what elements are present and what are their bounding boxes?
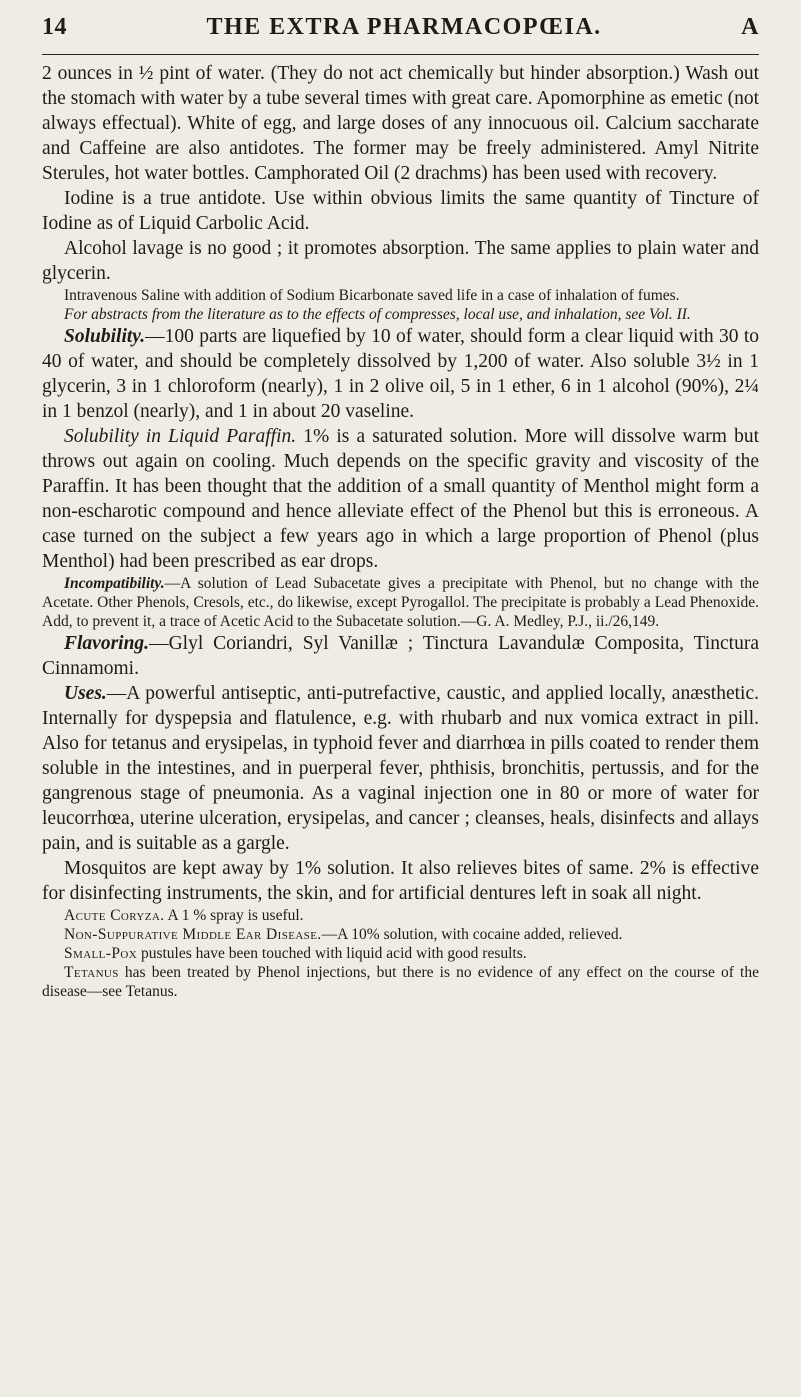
section-letter: A	[741, 14, 759, 40]
paragraph-11	[42, 906, 759, 925]
paragraph-text: Iodine is a true antidote. Use within obvious limits the same quantity of Tincture of Iodine as of Liquid Carbolic Acid.	[42, 188, 759, 234]
paragraph-5	[42, 324, 759, 424]
paragraph-7	[42, 574, 759, 631]
paragraph-text: —100 parts are liquefied by 10 of water, should form a clear liquid with 30 to 40 of water, and should be completely dissolved by 1,200 of water. Also soluble 3½ in 1 glycerin, 3 in 1 chloroform (nearly), 1 in 2 olive oil, 5 in 1 ether, 6 in 1 alcohol (90%), 2¼ in 1 benzol (nearly), and 1 in about 20 vaseline.	[42, 326, 759, 422]
header-rule	[42, 54, 759, 55]
paragraph-2	[42, 236, 759, 286]
paragraph-8	[42, 631, 759, 681]
paragraph-1	[42, 186, 759, 236]
paragraph-heading: Acute Coryza.	[64, 907, 165, 924]
page-body	[42, 61, 759, 1001]
paragraph-text: pustules have been touched with liquid acid with good results.	[137, 945, 527, 962]
paragraph-12	[42, 925, 759, 944]
paragraph-4	[42, 305, 759, 324]
paragraph-text: —A powerful antiseptic, anti-putrefactive, caustic, and applied locally, anæsthetic. Internally for dyspepsia and flatulence, e.g. with rhubarb and nux vomica extract in pill. Also for tetanus and erysipelas, in typhoid fever and diarrhœa in pills coated to render them soluble in the intestines, and in puerperal fever, phthisis, bronchitis, pertussis, and for the gangrenous stage of pneumonia. As a vaginal injection one in 80 or more of water for leucorrhœa, uterine ulceration, erysipelas, and cancer ; cleanses, heals, disinfects and allays pain, and is suitable as a gargle.	[42, 683, 759, 854]
paragraph-text: —A 10% solution, with cocaine added, relieved.	[321, 926, 623, 943]
paragraph-text: A 1 % spray is useful.	[164, 907, 304, 924]
paragraph-9	[42, 681, 759, 856]
paragraph-heading: Non-Suppurative Middle Ear Disease.	[64, 926, 322, 943]
paragraph-text: —Glyl Coriandri, Syl Vanillæ ; Tinctura Lavandulæ Composita, Tinctura Cinnamomi.	[42, 633, 759, 679]
paragraph-heading: Tetanus	[64, 964, 119, 981]
page-number: 14	[42, 14, 67, 40]
paragraph-0	[42, 61, 759, 186]
paragraph-heading: Small-Pox	[64, 945, 138, 962]
paragraph-text: has been treated by Phenol injections, but there is no evidence of any effect on the course of the disease—see Tetanus.	[42, 964, 759, 1000]
paragraph-text: Intravenous Saline with addition of Sodium Bicarbonate saved life in a case of inhalation of fumes.	[64, 287, 680, 304]
paragraph-heading: Uses.	[64, 683, 107, 704]
paragraph-text: For abstracts from the literature as to the effects of compresses, local use, and inhalation, see Vol. II.	[64, 306, 691, 323]
paragraph-text: —A solution of Lead Subacetate gives a precipitate with Phenol, but no change with the Acetate. Other Phenols, Cresols, etc., do likewise, except Pyrogallol. The precipitate is probably a Lead Phenoxide. Add, to prevent it, a trace of Acetic Acid to the Subacetate solution.—G. A. Medley, P.J., ii./26,149.	[42, 575, 759, 630]
paragraph-text: 1% is a saturated solution. More will dissolve warm but throws out again on cooling. Much depends on the specific gravity and viscosity of the Paraffin. It has been thought that the addition of a small quantity of Menthol might form a non-escharotic compound and hence alleviate effect of the Phenol but this is erroneous. A case turned on the subject a few years ago in which a large proportion of Phenol (plus Menthol) had been prescribed as ear drops.	[42, 426, 759, 572]
paragraph-heading: Solubility in Liquid Paraffin.	[64, 426, 297, 447]
paragraph-text: Mosquitos are kept away by 1% solution. It also relieves bites of same. 2% is effective for disinfecting instruments, the skin, and for artificial dentures left in soak all night.	[42, 858, 759, 904]
paragraph-heading: Flavoring.	[64, 633, 150, 654]
paragraph-heading: Incompatibility.	[64, 575, 165, 592]
running-header	[42, 14, 759, 50]
paragraph-10	[42, 856, 759, 906]
running-title: THE EXTRA PHARMACOPŒIA.	[206, 14, 602, 40]
paragraph-6	[42, 424, 759, 574]
paragraph-heading: Solubility.	[64, 326, 146, 347]
paragraph-13	[42, 944, 759, 963]
paragraph-3	[42, 286, 759, 305]
paragraph-text: 2 ounces in ½ pint of water. (They do not act chemically but hinder absorption.) Wash out the stomach with water by a tube several times with great care. Apomorphine as emetic (not always effectual). White of egg, and large doses of any innocuous oil. Calcium saccharate and Caffeine are also antidotes. The former may be freely administered. Amyl Nitrite Sterules, hot water bottles. Camphorated Oil (2 drachms) has been used with recovery.	[42, 63, 759, 184]
paragraph-14	[42, 963, 759, 1001]
paragraph-text: Alcohol lavage is no good ; it promotes absorption. The same applies to plain water and glycerin.	[42, 238, 759, 284]
